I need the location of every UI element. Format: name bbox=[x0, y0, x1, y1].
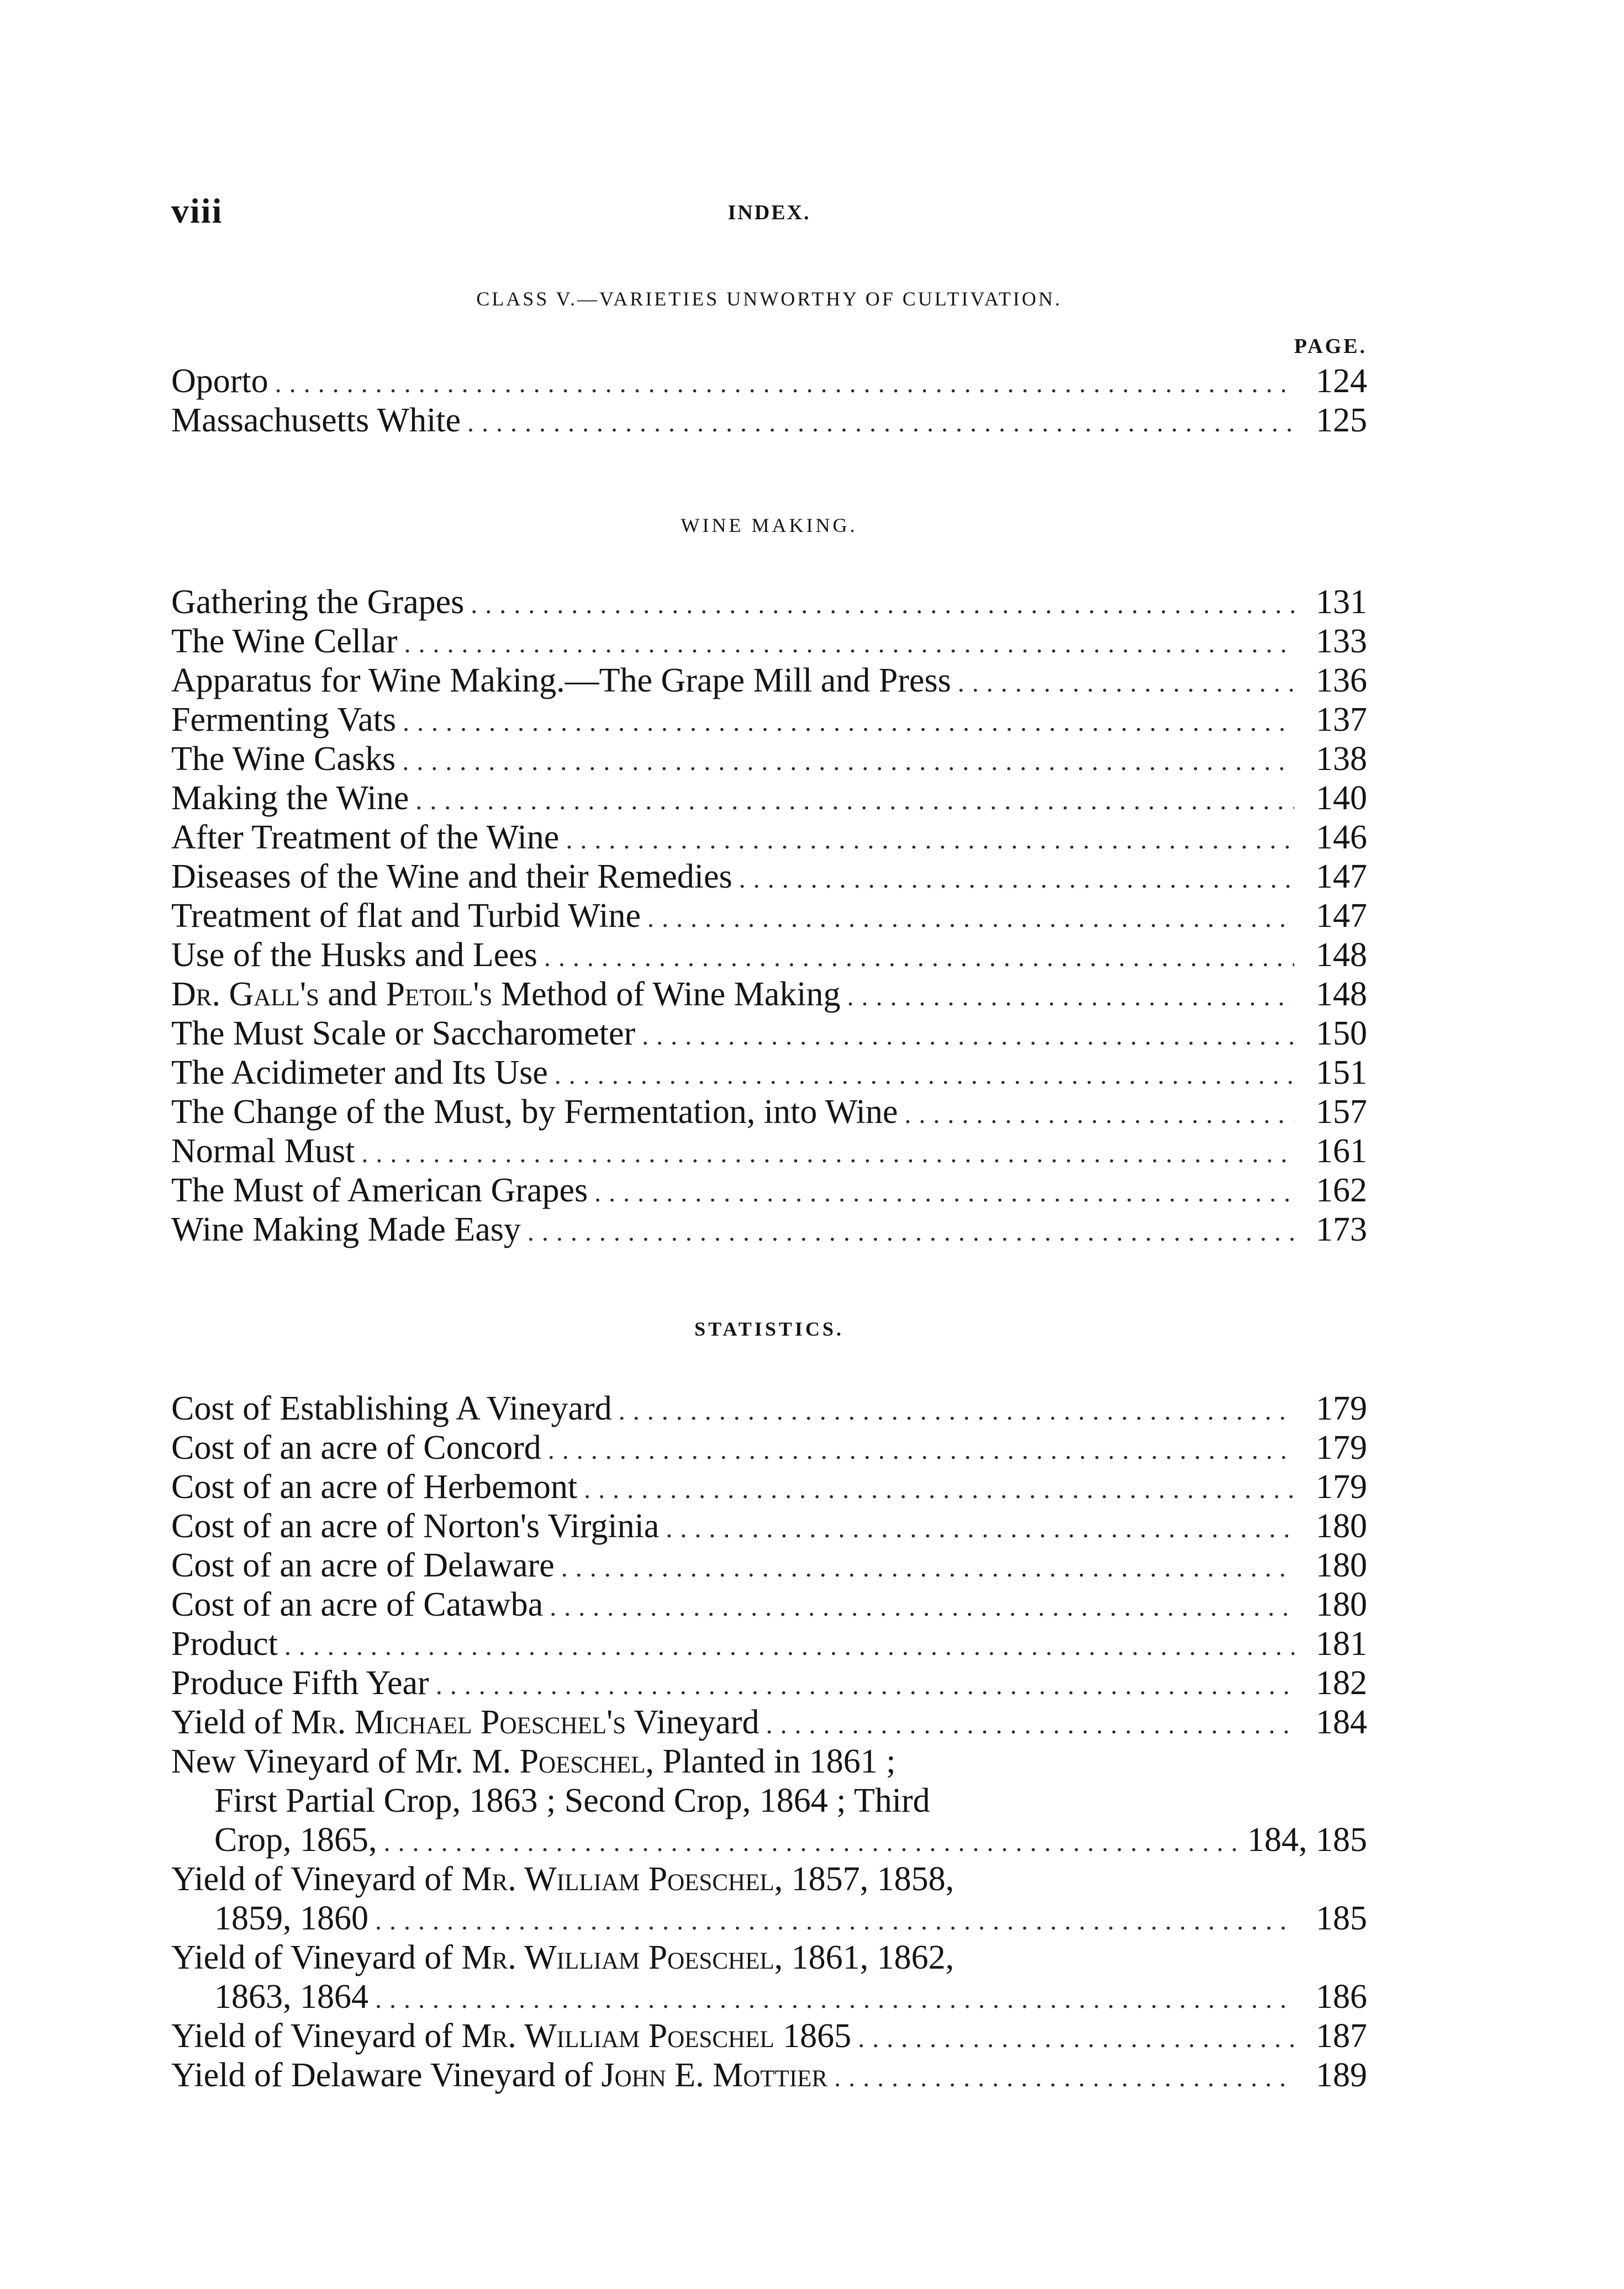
section-heading-class-v: CLASS V.—VARIETIES UNWORTHY OF CULTIVATION. bbox=[476, 288, 1062, 310]
toc-entry: Apparatus for Wine Making.—The Grape Mill and Press ..... 136 bbox=[171, 661, 1367, 700]
toc-entry-continuation: 1859, 1860 ..... 185 bbox=[171, 1899, 1367, 1938]
toc-entry: The Wine Cellar ..... 133 bbox=[171, 622, 1367, 661]
toc-entry: Wine Making Made Easy ..... 173 bbox=[171, 1210, 1367, 1249]
running-head bbox=[171, 191, 1367, 229]
toc-entry: Use of the Husks and Lees ..... 148 bbox=[171, 936, 1367, 975]
toc-entry: Cost of Establishing A Vineyard ..... 179 bbox=[171, 1389, 1367, 1428]
page-column-label: PAGE. bbox=[1294, 335, 1367, 358]
toc-entry: Cost of an acre of Norton's Virginia ..... 180 bbox=[171, 1507, 1367, 1546]
toc-entry: Fermenting Vats ..... 137 bbox=[171, 700, 1367, 740]
toc-entry: Diseases of the Wine and their Remedies ..... 147 bbox=[171, 857, 1367, 896]
wine-making-entries bbox=[171, 583, 1367, 1249]
toc-entry: Yield of Mr. Michael Poeschel's Vineyard ..... 184 bbox=[171, 1703, 1367, 1742]
toc-entry: Product ..... 181 bbox=[171, 1625, 1367, 1664]
toc-entry: Yield of Delaware Vineyard of John E. Mottier ..... 189 bbox=[171, 2056, 1367, 2095]
toc-entry: The Wine Casks ..... 138 bbox=[171, 740, 1367, 779]
section-heading-statistics: STATISTICS. bbox=[694, 1318, 844, 1340]
toc-entry: After Treatment of the Wine ..... 146 bbox=[171, 818, 1367, 857]
toc-entry: Normal Must ..... 161 bbox=[171, 1132, 1367, 1171]
statistics-entries bbox=[171, 1389, 1367, 2095]
toc-entry: Treatment of flat and Turbid Wine ..... 147 bbox=[171, 896, 1367, 936]
page-number: viii bbox=[171, 191, 223, 230]
toc-entry: Dr. Gall's and Petoil's Method of Wine Making ..... 148 bbox=[171, 975, 1367, 1014]
toc-entry: Cost of an acre of Concord ..... 179 bbox=[171, 1428, 1367, 1468]
toc-entry: The Change of the Must, by Fermentation, into Wine ..... 157 bbox=[171, 1093, 1367, 1132]
toc-entry: Cost of an acre of Herbemont ..... 179 bbox=[171, 1468, 1367, 1507]
page-title: INDEX. bbox=[727, 201, 811, 224]
toc-entry: The Acidimeter and Its Use ..... 151 bbox=[171, 1053, 1367, 1093]
toc-entry: Cost of an acre of Catawba ..... 180 bbox=[171, 1585, 1367, 1625]
toc-entry: Making the Wine ..... 140 bbox=[171, 779, 1367, 818]
toc-entry: Yield of Vineyard of Mr. William Poeschel 1865 ..... 187 bbox=[171, 2017, 1367, 2056]
toc-entry: The Must of American Grapes ..... 162 bbox=[171, 1171, 1367, 1210]
toc-entry-multiline: Yield of Vineyard of Mr. William Poeschel, 1857, 1858, bbox=[171, 1860, 955, 1898]
class-v-entries bbox=[171, 362, 1367, 440]
toc-entry: The Must Scale or Saccharometer ..... 150 bbox=[171, 1014, 1367, 1053]
toc-entry: Cost of an acre of Delaware ..... 180 bbox=[171, 1546, 1367, 1585]
toc-entry: Gathering the Grapes ..... 131 bbox=[171, 583, 1367, 622]
toc-entry: Oporto ..... 124 bbox=[171, 362, 1367, 401]
toc-entry: Produce Fifth Year ..... 182 bbox=[171, 1664, 1367, 1703]
toc-entry-continuation: 1863, 1864 ..... 186 bbox=[171, 1977, 1367, 2017]
toc-entry: Massachusetts White ..... 125 bbox=[171, 401, 1367, 440]
toc-entry-continuation: Crop, 1865, ..... 184, 185 bbox=[171, 1821, 1367, 1860]
section-heading-wine-making: WINE MAKING. bbox=[681, 514, 858, 536]
toc-entry-multiline: Yield of Vineyard of Mr. William Poeschel, 1861, 1862, bbox=[171, 1939, 955, 1976]
toc-entry-continuation: First Partial Crop, 1863 ; Second Crop, 1864 ; Third bbox=[214, 1782, 930, 1819]
toc-entry-multiline: New Vineyard of Mr. M. Poeschel, Planted in 1861 ; bbox=[171, 1743, 896, 1780]
